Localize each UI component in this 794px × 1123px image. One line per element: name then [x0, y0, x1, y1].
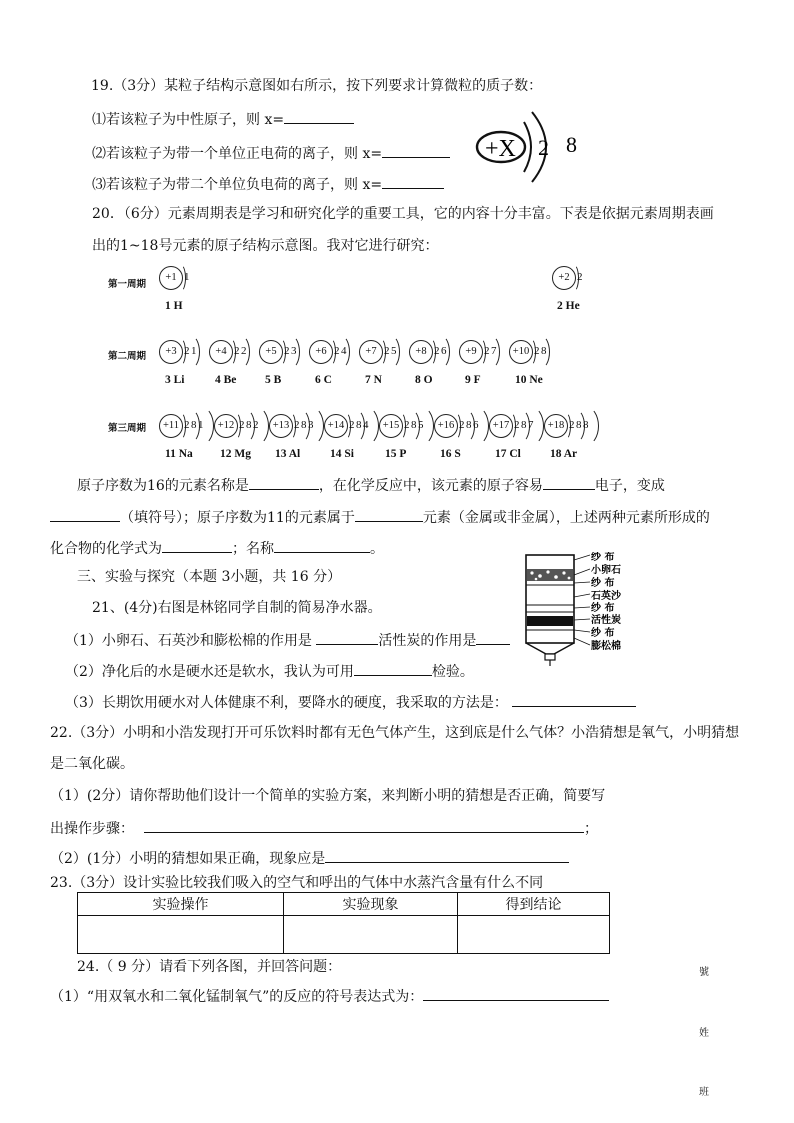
electron-count: 2 — [404, 419, 410, 431]
filter-label: 活性炭 — [591, 615, 621, 626]
electron-count: 2 — [253, 419, 259, 431]
nucleus-label: +X — [485, 136, 516, 162]
q23-stem: 23.（3分）设计实验比较我们吸入的空气和呼出的气体中水蒸汽含量有什么不同 — [50, 875, 544, 891]
nucleus: +4 — [209, 340, 233, 364]
element-label: 1 H — [165, 300, 183, 312]
electron-count: 8 — [301, 419, 307, 431]
table-cell[interactable] — [78, 916, 284, 954]
element-label: 2 He — [557, 300, 580, 312]
filter-label: 纱 布 — [591, 578, 615, 589]
period-1-label: 第一周期 — [108, 279, 147, 290]
electron-count: 8 — [576, 419, 582, 431]
nucleus: +18 — [544, 414, 568, 438]
answer-blank[interactable] — [325, 850, 569, 863]
element-label: 6 C — [315, 374, 332, 386]
shell-1: 2 — [538, 135, 549, 160]
water-filter-diagram — [518, 552, 630, 670]
electron-count: 1 — [191, 345, 197, 357]
electron-count: 4 — [341, 345, 347, 357]
q24-part1: （1）“用双氧水和二氧化锰制氧气”的反应的符号表达式为： — [50, 988, 609, 1004]
answer-blank[interactable] — [316, 632, 378, 645]
electron-count: 2 — [384, 345, 390, 357]
filter-label: 纱 布 — [591, 552, 615, 563]
nucleus: +7 — [359, 340, 383, 364]
q20-line2: （填符号）；原子序数为11的元素属于 元素（金属或非金属），上述两种元素所形成的 — [50, 509, 710, 525]
electron-count: 2 — [577, 271, 583, 283]
nucleus: +15 — [379, 414, 403, 438]
answer-blank[interactable] — [382, 145, 450, 158]
electron-count: 2 — [234, 345, 240, 357]
element-label: 18 Ar — [550, 448, 578, 460]
element-label: 14 Si — [330, 448, 354, 460]
nucleus: +11 — [159, 414, 183, 438]
q20-stem-b: 出的1~18号元素的原子结构示意图。我对它进行研究： — [92, 238, 439, 254]
answer-blank[interactable] — [423, 988, 609, 1001]
nucleus: +17 — [489, 414, 513, 438]
electron-count: 4 — [363, 419, 369, 431]
nucleus: +1 — [159, 266, 183, 290]
filter-label: 膨松棉 — [591, 641, 621, 652]
electron-count: 7 — [491, 345, 497, 357]
electron-count: 2 — [284, 345, 290, 357]
filter-label: 纱 布 — [591, 603, 615, 614]
element-label: 8 O — [415, 374, 433, 386]
q21-stem: 21、(4分)右图是林铭同学自制的简易净水器。 — [92, 600, 382, 616]
answer-blank[interactable] — [354, 663, 432, 676]
element-label: 12 Mg — [220, 448, 251, 460]
answer-blank[interactable] — [355, 509, 423, 522]
electron-count: 2 — [434, 345, 440, 357]
nucleus: +6 — [309, 340, 333, 364]
electron-count: 2 — [459, 419, 465, 431]
q19-part2: ⑵若该粒子为带一个单位正电荷的离子，则 x= — [92, 145, 450, 161]
q21-part2: （2）净化后的水是硬水还是软水，我认为可用 检验。 — [65, 664, 474, 680]
filter-label: 石英沙 — [591, 591, 621, 602]
nucleus: +3 — [159, 340, 183, 364]
filter-label: 小卵石 — [591, 565, 621, 576]
electron-count: 2 — [241, 345, 247, 357]
q22-part2: （2）(1分）小明的猜想如果正确，现象应是 — [50, 850, 569, 866]
answer-blank[interactable] — [50, 509, 120, 522]
nucleus: +5 — [259, 340, 283, 364]
answer-blank[interactable] — [249, 477, 319, 490]
answer-blank[interactable] — [476, 632, 510, 645]
element-label: 7 N — [365, 374, 382, 386]
q22-part1b: 出操作步骤： ； — [50, 821, 598, 837]
q19-part1: ⑴若该粒子为中性原子，则 x= — [92, 111, 354, 127]
element-label: 17 Cl — [495, 448, 521, 460]
shell-2: 8 — [566, 132, 577, 157]
electron-count: 6 — [441, 345, 447, 357]
element-label: 9 F — [465, 374, 481, 386]
nucleus: +10 — [509, 340, 533, 364]
nucleus: +14 — [324, 414, 348, 438]
table-cell[interactable] — [458, 916, 610, 954]
nucleus: +9 — [459, 340, 483, 364]
nucleus: +16 — [434, 414, 458, 438]
table-cell[interactable] — [284, 916, 458, 954]
electron-count: 2 — [349, 419, 355, 431]
electron-count: 8 — [466, 419, 472, 431]
table-header: 实验操作 — [78, 893, 284, 916]
electron-count: 2 — [484, 345, 490, 357]
electron-count: 8 — [541, 345, 547, 357]
q22-stem-a: 22.（3分）小明和小浩发现打开可乐饮料时都有无色气体产生，这到底是什么气体？小浩猜想是氧气，小明猜想 — [50, 725, 740, 741]
electron-count: 3 — [308, 419, 314, 431]
electron-count: 8 — [246, 419, 252, 431]
electron-count: 3 — [291, 345, 297, 357]
margin-mark: 號 — [699, 967, 709, 978]
element-label: 5 B — [265, 374, 282, 386]
electron-count: 8 — [411, 419, 417, 431]
nucleus: +13 — [269, 414, 293, 438]
electron-count: 8 — [191, 419, 197, 431]
electron-count: 2 — [184, 345, 190, 357]
nucleus: +8 — [409, 340, 433, 364]
electron-count: 2 — [184, 419, 190, 431]
section-3-title: 三、实验与探究（本题 3小题，共 16 分） — [77, 569, 342, 585]
filter-label: 纱 布 — [591, 628, 615, 639]
answer-blank[interactable] — [144, 820, 584, 833]
element-label: 4 Be — [215, 374, 237, 386]
q19-part3: ⑶若该粒子为带二个单位负电荷的离子，则 x= — [92, 176, 444, 192]
electron-count: 1 — [184, 271, 190, 283]
electron-count: 2 — [569, 419, 575, 431]
answer-blank[interactable] — [274, 540, 370, 553]
element-label: 13 Al — [275, 448, 301, 460]
margin-mark: 班 — [699, 1087, 709, 1098]
period-2-label: 第二周期 — [108, 351, 147, 362]
electron-count: 2 — [514, 419, 520, 431]
answer-blank[interactable] — [382, 176, 444, 189]
electron-count: 2 — [534, 345, 540, 357]
q23-table — [77, 892, 610, 954]
answer-blank[interactable] — [543, 477, 595, 490]
electron-count: 2 — [294, 419, 300, 431]
electron-count: 2 — [239, 419, 245, 431]
q22-part1a: （1）(2分）请你帮助他们设计一个简单的实验方案，来判断小明的猜想是否正确，简要写 — [50, 788, 606, 804]
electron-count: 1 — [198, 419, 204, 431]
answer-blank[interactable] — [162, 540, 232, 553]
element-label: 3 Li — [165, 374, 185, 386]
q19-atom-diagram — [474, 108, 589, 186]
q21-part3: （3）长期饮用硬水对人体健康不利，要降水的硬度，我采取的方法是： — [65, 694, 636, 710]
answer-blank[interactable] — [284, 111, 354, 124]
electron-count: 5 — [391, 345, 397, 357]
table-header: 实验现象 — [284, 893, 458, 916]
answer-blank[interactable] — [512, 694, 636, 707]
period-3-label: 第三周期 — [108, 423, 147, 434]
element-label: 10 Ne — [515, 374, 543, 386]
margin-mark: 姓 — [699, 1028, 709, 1039]
electron-count: 8 — [356, 419, 362, 431]
q20-line3: 化合物的化学式为 ；名称 。 — [50, 541, 384, 557]
electron-count: 8 — [583, 419, 589, 431]
electron-count: 6 — [473, 419, 479, 431]
element-label: 16 S — [440, 448, 461, 460]
q24-stem: 24.（ 9 分）请看下列各图，并回答问题： — [77, 959, 342, 975]
electron-count: 7 — [528, 419, 534, 431]
q20-stem-a: 20．（6分）元素周期表是学习和研究化学的重要工具，它的内容十分丰富。下表是依据元素周期表画 — [92, 206, 714, 222]
nucleus: +12 — [214, 414, 238, 438]
electron-count: 5 — [418, 419, 424, 431]
table-header: 得到结论 — [458, 893, 610, 916]
element-label: 11 Na — [165, 448, 193, 460]
element-label: 15 P — [385, 448, 407, 460]
nucleus: +2 — [552, 266, 576, 290]
q20-line1: 原子序数为16的元素名称是 ，在化学反应中，该元素的原子容易 电子，变成 — [77, 478, 665, 494]
electron-count: 8 — [521, 419, 527, 431]
electron-count: 2 — [334, 345, 340, 357]
q22-stem-b: 是二氧化碳。 — [50, 756, 134, 772]
q21-part1: （1）小卵石、石英沙和膨松棉的作用是 活性炭的作用是 — [65, 632, 510, 648]
q19-stem: 19.（3分）某粒子结构示意图如右所示，按下列要求计算微粒的质子数： — [91, 78, 543, 94]
